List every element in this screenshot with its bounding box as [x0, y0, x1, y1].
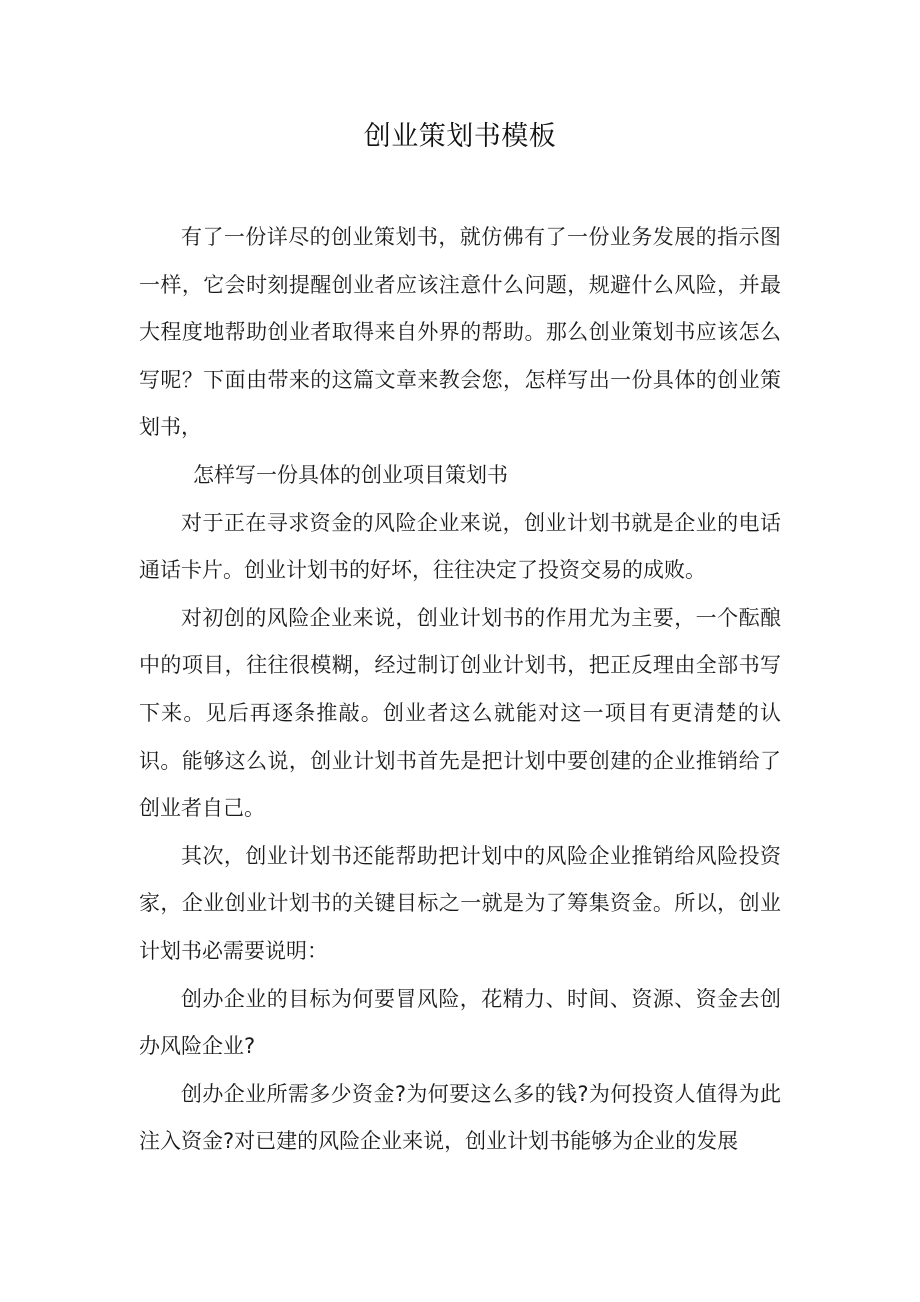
section-heading: 怎样写一份具体的创业项目策划书 [193, 462, 508, 487]
paragraph-question-risk: 创办企业的目标为何要冒风险，花精力、时间、资源、资金去创办风险企业? [139, 986, 781, 1059]
document-title: 创业策划书模板 [363, 121, 557, 152]
paragraph-funding: 对于正在寻求资金的风险企业来说，创业计划书就是企业的电话通话卡片。创业计划书的好坏，往往决定了投资交易的成败。 [139, 510, 781, 583]
document-body [139, 214, 781, 1166]
paragraph-startup-role: 对初创的风险企业来说，创业计划书的作用尤为主要，一个酝酿中的项目，往往很模糊，经过制订创业计划书，把正反理由全部书写下来。见后再逐条推敲。创业者这么就能对这一项目有更清楚的认识。能够这么说，创业计划书首先是把计划中要创建的企业推销给了创业者自己。 [139, 605, 781, 821]
paragraph-intro: 有了一份详尽的创业策划书，就仿佛有了一份业务发展的指示图一样，它会时刻提醒创业者应该注意什么问题，规避什么风险，并最大程度地帮助创业者取得来自外界的帮助。那么创业策划书应该怎么写呢？下面由带来的这篇文章来教会您，怎样写出一份具体的创业策划书， [139, 225, 781, 440]
paragraph-question-funds: 创办企业所需多少资金?为何要这么多的钱?为何投资人值得为此注入资金?对已建的风险企业来说，创业计划书能够为企业的发展 [139, 1081, 781, 1154]
paragraph-investors: 其次，创业计划书还能帮助把计划中的风险企业推销给风险投资家，企业创业计划书的关键目标之一就是为了筹集资金。所以，创业计划书必需要说明： [139, 843, 781, 963]
